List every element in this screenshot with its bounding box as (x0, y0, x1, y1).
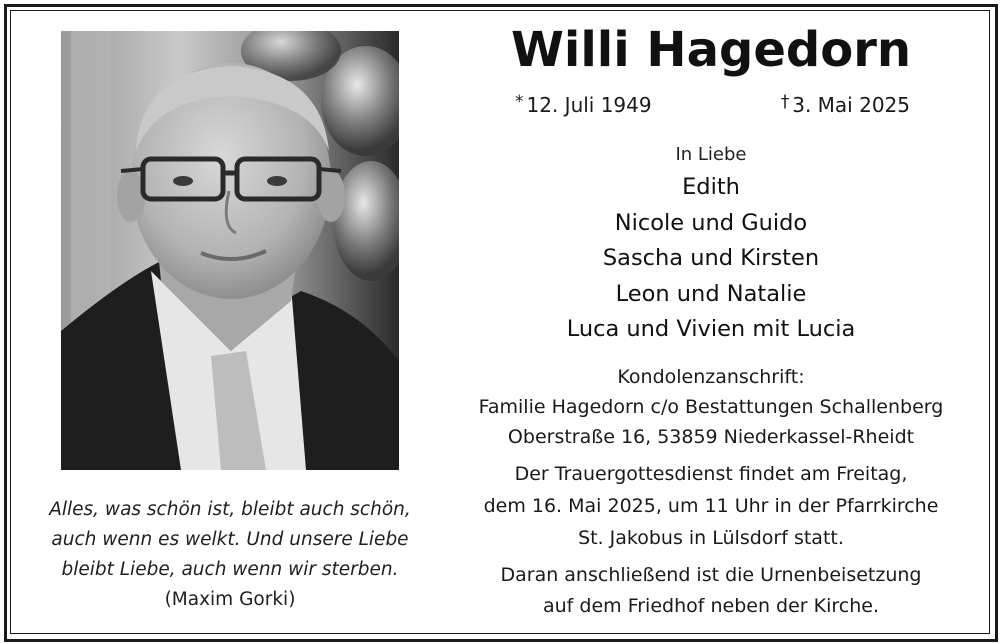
condolence-line-2: Oberstraße 16, 53859 Niederkassel-Rheidt (507, 426, 915, 448)
quote-line-3: bleibt Liebe, auch wenn wir sterben. (61, 559, 399, 580)
quote-source: (Maxim Gorki) (164, 589, 296, 610)
service-line-1: Der Trauergottesdienst findet am Freitag, (514, 463, 908, 485)
birth-star-icon: * (515, 92, 524, 112)
urn-line-1: Daran anschließend ist die Urnenbeisetzung (500, 564, 922, 586)
deceased-name: Willi Hagedorn (510, 22, 912, 78)
birth-date (515, 92, 652, 117)
condolence-address (460, 362, 962, 452)
memorial-quote (25, 495, 435, 615)
quote-line-2: auch wenn es welkt. Und unsere Liebe (51, 529, 409, 550)
urn-burial-info (460, 560, 962, 622)
mourner: Leon und Natalie (615, 280, 807, 307)
condolence-label: Kondolenzanschrift: (617, 366, 805, 388)
service-line-2: dem 16. Mai 2025, um 11 Uhr in der Pfarrkirche (483, 495, 939, 517)
death-date-text: 3. Mai 2025 (792, 93, 910, 117)
birth-date-text: 12. Juli 1949 (526, 93, 652, 117)
in-love-label: In Liebe (675, 144, 747, 165)
mourner: Edith (682, 174, 740, 200)
mourners-list (460, 170, 962, 348)
death-cross-icon: † (780, 92, 790, 112)
death-date (781, 92, 910, 117)
service-line-3: St. Jakobus in Lülsdorf statt. (578, 527, 844, 549)
mourner: Sascha und Kirsten (602, 245, 820, 271)
funeral-service-info (460, 458, 962, 554)
quote-line-1: Alles, was schön ist, bleibt auch schön, (49, 499, 411, 520)
portrait-photo (61, 31, 399, 470)
urn-line-2: auf dem Friedhof neben der Kirche. (542, 595, 879, 617)
mourner: Luca und Vivien mit Lucia (566, 316, 856, 342)
mourner: Nicole und Guido (614, 209, 808, 236)
condolence-line-1: Familie Hagedorn c/o Bestattungen Schallenberg (478, 396, 944, 418)
